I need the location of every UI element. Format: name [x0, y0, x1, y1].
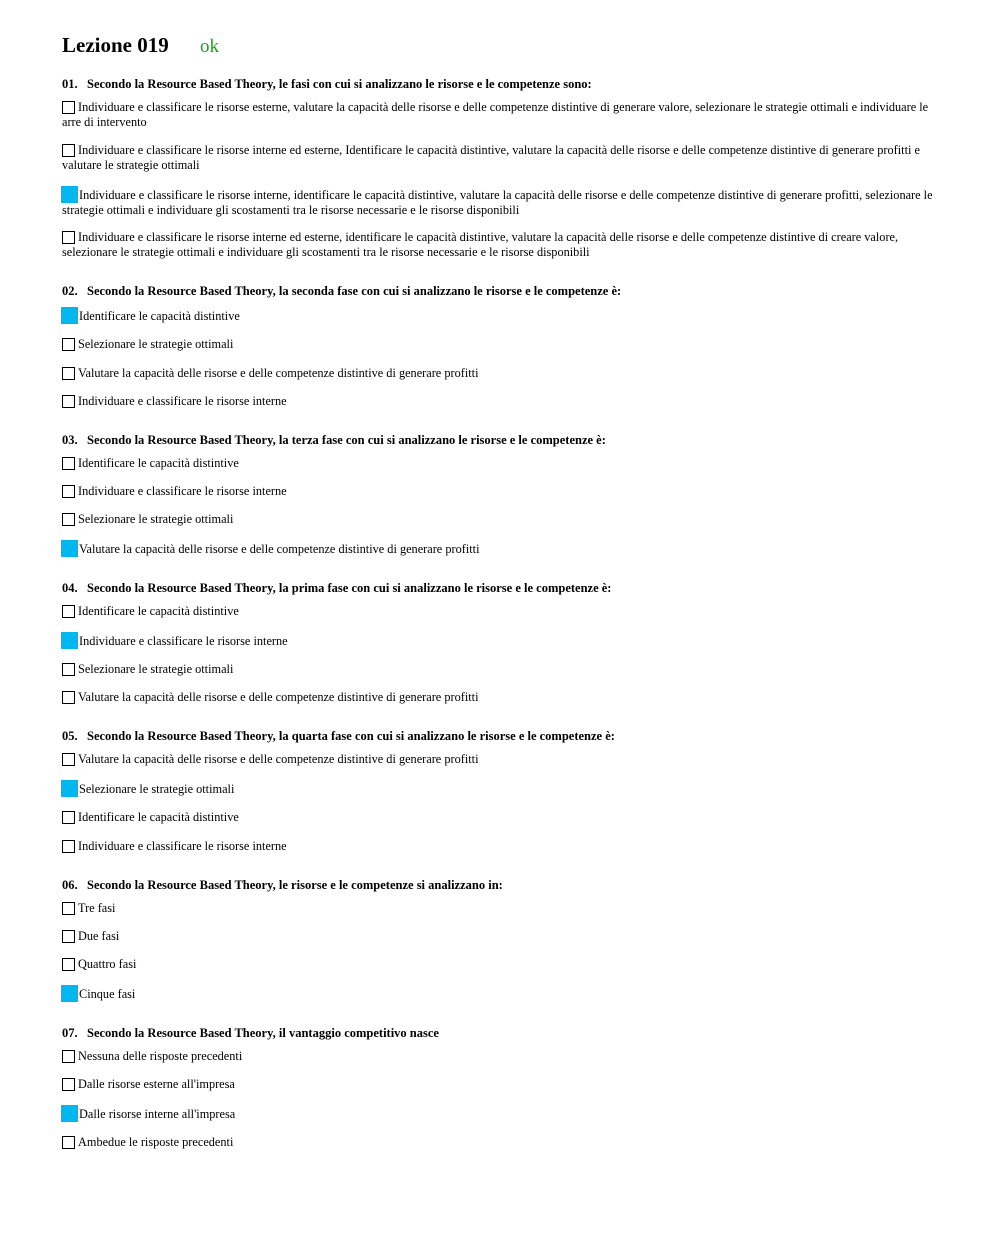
checkbox-icon[interactable]	[62, 691, 75, 704]
question-number: 02.	[62, 284, 78, 299]
checkbox-icon[interactable]	[62, 1136, 75, 1149]
question-3	[62, 433, 942, 557]
checkbox-icon[interactable]	[62, 958, 75, 971]
answer-option[interactable]	[62, 957, 942, 972]
answer-text: Individuare e classificare le risorse esterne, valutare la capacità delle risorse e delle competenze distintive di generare valore, selezionare le strategie ottimali e individuare le arre di intervento	[62, 100, 929, 129]
question-7	[62, 1026, 942, 1150]
question-6	[62, 878, 942, 1002]
answer-text: Ambedue le risposte precedenti	[78, 1135, 234, 1150]
question-number: 03.	[62, 432, 78, 447]
checkbox-icon[interactable]	[62, 485, 75, 498]
status-label: ok	[200, 36, 219, 57]
question-number: 06.	[62, 877, 78, 892]
answer-option[interactable]	[62, 604, 942, 619]
answer-text: Dalle risorse interne all'impresa	[79, 1106, 236, 1121]
answer-text: Individuare e classificare le risorse interne	[78, 393, 287, 408]
question-1	[62, 77, 942, 260]
answer-option[interactable]	[62, 985, 942, 1002]
answer-text: Individuare e classificare le risorse interne ed esterne, identificare le capacità distintive, valutare la capacità delle risorse e delle competenze distintive di creare valore, selezionare le strategie ottimali e individuare gli scostamenti tra le risorse necessarie e le risorse disponibili	[62, 230, 899, 260]
checkbox-icon[interactable]	[62, 753, 75, 766]
answer-text: Identificare le capacità distintive	[79, 309, 240, 324]
question-text: Secondo la Resource Based Theory, la seconda fase con cui si analizzano le risorse e le competenze è:	[87, 284, 622, 299]
answer-text: Nessuna delle risposte precedenti	[78, 1048, 243, 1063]
checkbox-icon[interactable]	[62, 663, 75, 676]
answer-text: Tre fasi	[78, 900, 116, 915]
checkbox-icon[interactable]	[62, 811, 75, 824]
answer-option[interactable]	[62, 662, 942, 677]
answer-option[interactable]	[62, 690, 942, 705]
answer-text: Individuare e classificare le risorse interne	[78, 483, 287, 498]
checked-box-icon[interactable]	[61, 540, 78, 557]
answer-option[interactable]	[62, 1105, 942, 1122]
checked-box-icon[interactable]	[61, 632, 78, 649]
answer-text: Individuare e classificare le risorse interne	[78, 838, 287, 853]
answer-text: Selezionare le strategie ottimali	[78, 337, 234, 352]
question-list	[62, 77, 942, 1150]
checkbox-icon[interactable]	[62, 144, 75, 157]
checkbox-icon[interactable]	[62, 930, 75, 943]
answer-text: Due fasi	[78, 928, 120, 943]
answer-option[interactable]	[62, 186, 942, 218]
question-text: Secondo la Resource Based Theory, le risorse e le competenze si analizzano in:	[87, 877, 503, 892]
checkbox-icon[interactable]	[62, 1078, 75, 1091]
question-number: 07.	[62, 1025, 78, 1040]
question-heading	[62, 284, 942, 299]
answer-text: Selezionare le strategie ottimali	[78, 511, 234, 526]
checked-box-icon[interactable]	[61, 1105, 78, 1122]
answer-option[interactable]	[62, 1135, 942, 1150]
answer-option[interactable]	[62, 230, 942, 260]
question-text: Secondo la Resource Based Theory, la prima fase con cui si analizzano le risorse e le competenze è:	[87, 580, 612, 595]
answer-text: Cinque fasi	[79, 986, 136, 1001]
question-text: Secondo la Resource Based Theory, il vantaggio competitivo nasce	[87, 1025, 439, 1040]
answer-option[interactable]	[62, 839, 942, 854]
answer-option[interactable]	[62, 512, 942, 527]
question-4	[62, 581, 942, 705]
answer-option[interactable]	[62, 540, 942, 557]
answer-option[interactable]	[62, 100, 942, 130]
answer-text: Identificare le capacità distintive	[78, 603, 239, 618]
answer-text: Identificare le capacità distintive	[78, 810, 239, 825]
answer-text: Selezionare le strategie ottimali	[79, 782, 235, 797]
checkbox-icon[interactable]	[62, 1050, 75, 1063]
question-heading	[62, 1026, 942, 1041]
question-5	[62, 729, 942, 853]
checkbox-icon[interactable]	[62, 605, 75, 618]
question-number: 01.	[62, 77, 78, 91]
answer-option[interactable]	[62, 632, 942, 649]
answer-option[interactable]	[62, 780, 942, 797]
answer-text: Valutare la capacità delle risorse e delle competenze distintive di generare profitti	[79, 541, 480, 556]
checked-box-icon[interactable]	[61, 186, 78, 203]
answer-option[interactable]	[62, 337, 942, 352]
question-text: Secondo la Resource Based Theory, le fasi con cui si analizzano le risorse e le competenze sono:	[87, 77, 592, 91]
checkbox-icon[interactable]	[62, 513, 75, 526]
page-title: Lezione 019	[62, 33, 169, 57]
checked-box-icon[interactable]	[61, 780, 78, 797]
checkbox-icon[interactable]	[62, 231, 75, 244]
checkbox-icon[interactable]	[62, 367, 75, 380]
checkbox-icon[interactable]	[62, 457, 75, 470]
question-heading	[62, 878, 942, 893]
answer-option[interactable]	[62, 901, 942, 916]
answer-option[interactable]	[62, 484, 942, 499]
header	[62, 33, 942, 61]
checkbox-icon[interactable]	[62, 338, 75, 351]
question-text: Secondo la Resource Based Theory, la terza fase con cui si analizzano le risorse e le competenze è:	[87, 432, 606, 447]
answer-text: Valutare la capacità delle risorse e delle competenze distintive di generare profitti	[78, 752, 479, 767]
checkbox-icon[interactable]	[62, 840, 75, 853]
checkbox-icon[interactable]	[62, 395, 75, 408]
answer-option[interactable]	[62, 810, 942, 825]
question-number: 05.	[62, 729, 78, 744]
answer-text: Valutare la capacità delle risorse e delle competenze distintive di generare profitti	[78, 690, 479, 705]
answer-option[interactable]	[62, 1049, 942, 1064]
checked-box-icon[interactable]	[61, 307, 78, 324]
answer-option[interactable]	[62, 1077, 942, 1092]
answer-option[interactable]	[62, 394, 942, 409]
question-heading	[62, 581, 942, 596]
answer-option[interactable]	[62, 143, 942, 173]
answer-text: Valutare la capacità delle risorse e delle competenze distintive di generare profitti	[78, 365, 479, 380]
quiz-page	[62, 33, 942, 1163]
question-heading	[62, 729, 942, 744]
answer-option[interactable]	[62, 752, 942, 767]
answer-text: Dalle risorse esterne all'impresa	[78, 1076, 235, 1091]
answer-text: Quattro fasi	[78, 956, 137, 971]
checked-box-icon[interactable]	[61, 985, 78, 1002]
answer-option[interactable]	[62, 307, 942, 324]
answer-text: Selezionare le strategie ottimali	[78, 662, 234, 677]
question-2	[62, 284, 942, 408]
answer-text: Individuare e classificare le risorse interne ed esterne, Identificare le capacità distintive, valutare la capacità delle risorse e delle competenze distintive di generare profitti e valutare le strategie ottimali	[62, 142, 920, 172]
answer-option[interactable]	[62, 929, 942, 944]
answer-text: Individuare e classificare le risorse interne, identificare le capacità distintive, valutare la capacità delle risorse e delle competenze distintive di generare profitti, selezionare le strategie ottimali e individuare gli scostamenti tra le risorse necessarie e le risorse disponibili	[62, 187, 933, 217]
answer-text: Individuare e classificare le risorse interne	[79, 634, 288, 649]
answer-option[interactable]	[62, 456, 942, 471]
answer-option[interactable]	[62, 366, 942, 381]
question-heading	[62, 433, 942, 448]
question-number: 04.	[62, 580, 78, 595]
question-text: Secondo la Resource Based Theory, la quarta fase con cui si analizzano le risorse e le competenze è:	[87, 729, 615, 744]
checkbox-icon[interactable]	[62, 101, 75, 114]
question-heading	[62, 77, 942, 92]
checkbox-icon[interactable]	[62, 902, 75, 915]
answer-text: Identificare le capacità distintive	[78, 455, 239, 470]
